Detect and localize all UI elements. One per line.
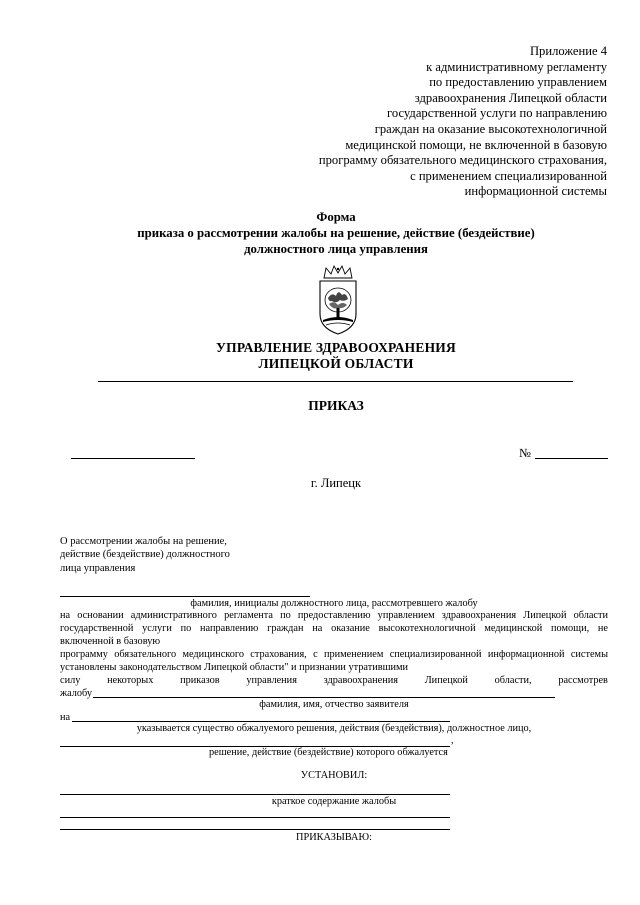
basis-word: силу — [60, 675, 81, 686]
form-title — [0, 209, 640, 257]
form-title-line: приказа о рассмотрении жалобы на решение, действие (бездействие) — [137, 226, 535, 240]
complaint-label: жалобу — [60, 688, 93, 699]
city: г. Липецк — [310, 476, 362, 490]
form-title-line: должностного лица управления — [244, 242, 428, 256]
order-title: ПРИКАЗ — [308, 398, 364, 413]
basis-line: включенной в базовую — [60, 636, 161, 647]
header-separator — [98, 381, 573, 382]
number-label: № — [519, 446, 531, 460]
basis-word: рассмотрев — [558, 675, 608, 686]
appendix-line: медицинской помощи, не включенной в базовую — [345, 137, 607, 152]
basis-line: программу обязательного медицинского страхования, с применением специализированной информационной системы — [60, 649, 608, 660]
applicant-caption: фамилия, имя, отчество заявителя — [259, 699, 409, 710]
subject-line: О рассмотрении жалобы на решение, — [60, 536, 227, 547]
established-label: УСТАНОВИЛ: — [300, 770, 368, 781]
subject-line: лица управления — [60, 562, 136, 574]
summary-caption: краткое содержание жалобы — [271, 796, 397, 807]
basis-word: здравоохранения — [323, 675, 399, 686]
ordering-label: ПРИКАЗЫВАЮ: — [296, 832, 372, 843]
basis-word: Липецкой — [424, 675, 468, 686]
appendix-line: государственной услуги по направлению — [387, 106, 607, 121]
department-line: ЛИПЕЦКОЙ ОБЛАСТИ — [258, 355, 414, 371]
appendix-line: здравоохранения Липецкой области — [414, 90, 607, 105]
basis-word: некоторых — [107, 675, 154, 686]
appendix-line: по предоставлению управлением — [429, 75, 607, 90]
basis-line-words — [60, 674, 608, 687]
basis-word: области, — [494, 675, 532, 686]
summary-field-line[interactable] — [60, 817, 450, 818]
comma: , — [451, 735, 454, 746]
appendix-line: информационной системы — [464, 184, 607, 199]
appendix-header — [247, 44, 607, 200]
subject-line: действие (бездействие) должностного — [60, 549, 230, 561]
basis-line: на основании административного регламента по предоставлению управлением здравоохранения Липецкой области — [60, 610, 608, 621]
official-caption: фамилия, инициалы должностного лица, рассмотревшего жалобу — [190, 598, 478, 609]
essence-caption: указывается существо обжалуемого решения, действия (бездействия), должностное лицо, — [136, 723, 532, 734]
basis-word: управления — [246, 675, 297, 686]
basis-line: установлены законодательством Липецкой области" и признании утратившими — [60, 662, 409, 673]
number-field-line[interactable] — [535, 458, 608, 459]
coat-of-arms-icon — [314, 264, 362, 336]
order-subject — [60, 535, 230, 575]
appendix-line: программу обязательного медицинского страхования, — [318, 153, 607, 168]
date-field-line[interactable] — [71, 458, 195, 459]
appendix-line: к административному регламенту — [426, 59, 607, 74]
summary-field-line[interactable] — [60, 829, 450, 830]
appendix-line: с применением специализированной — [410, 168, 607, 183]
form-title-line: Форма — [316, 210, 356, 224]
department-name — [0, 340, 640, 371]
basis-line: государственной услуги по направлению граждан на оказание высокотехнологичной медицинской помощи, не — [60, 623, 608, 634]
on-label: на — [60, 712, 71, 723]
basis-word: приказов — [180, 675, 220, 686]
appendix-line: Приложение 4 — [529, 44, 607, 58]
appendix-line: граждан на оказание высокотехнологичной — [374, 121, 607, 136]
department-line: УПРАВЛЕНИЕ ЗДРАВООХРАНЕНИЯ — [216, 340, 456, 355]
decision-caption: решение, действие (бездействие) которого обжалуется — [209, 747, 448, 758]
